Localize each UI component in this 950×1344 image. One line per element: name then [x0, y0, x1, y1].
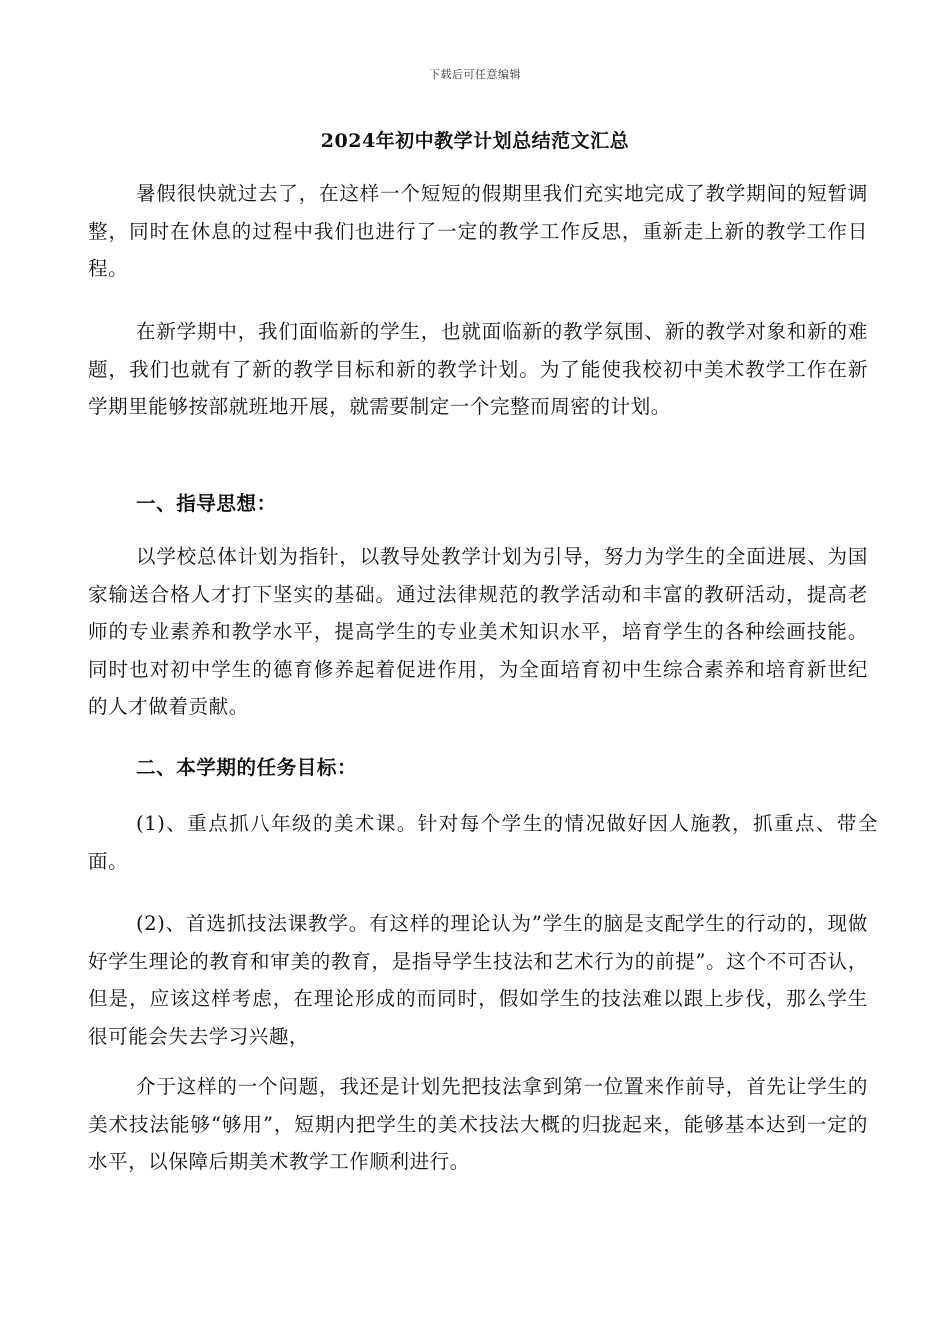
- paragraph-new-semester: 在新学期中，我们面临新的学生，也就面临新的教学氛围、新的教学对象和新的难题，我们也就有了新的教学目标和新的教学计划。为了能使我校初中美术教学工作在新学期里能够按部就班地开展，就需要制定一个完整而周密的计划。: [88, 320, 868, 418]
- paragraph-guiding-thought: 以学校总体计划为指针，以教导处教学计划为引导，努力为学生的全面进展、为国家输送合格人才打下坚实的基础。通过法律规范的教学活动和丰富的教研活动，提高老师的专业素养和教学水平，提高学生的专业美术知识水平，培育学生的各种绘画技能。同时也对初中学生的德育修养起着促进作用，为全面培育初中生综合素养和培育新世纪的人才做着贡献。: [88, 545, 868, 718]
- paragraph-goal-1: (1)、重点抓八年级的美术课。针对每个学生的情况做好因人施教，抓重点、带全面。: [88, 812, 878, 873]
- section-heading-semester-goals: 二、本学期的任务目标：: [136, 756, 358, 779]
- header-note: 下载后可任意编辑: [429, 68, 521, 81]
- paragraph-goal-2: (2)、首选抓技法课教学。有这样的理论认为”学生的脑是支配学生的行动的，现做好学生理论的教育和审美的教育，是指导学生技法和艺术行为的前提”。这个不可否认，但是，应该这样考虑，在理论形成的而同时，假如学生的技法难以跟上步伐，那么学生很可能会失去学习兴趣，: [88, 912, 868, 1048]
- paragraph-intro: 暑假很快就过去了，在这样一个短短的假期里我们充实地完成了教学期间的短暂调整，同时在休息的过程中我们也进行了一定的教学工作反思，重新走上新的教学工作日程。: [88, 182, 868, 280]
- section-heading-guiding-thought: 一、指导思想：: [136, 492, 277, 515]
- paragraph-technique-plan: 介于这样的一个问题，我还是计划先把技法拿到第一位置来作前导，首先让学生的美术技法能够“够用”，短期内把学生的美术技法大概的归拢起来，能够基本达到一定的水平，以保障后期美术教学工作顺利进行。: [88, 1075, 868, 1173]
- document-title: 2024年初中教学计划总结范文汇总: [320, 130, 630, 152]
